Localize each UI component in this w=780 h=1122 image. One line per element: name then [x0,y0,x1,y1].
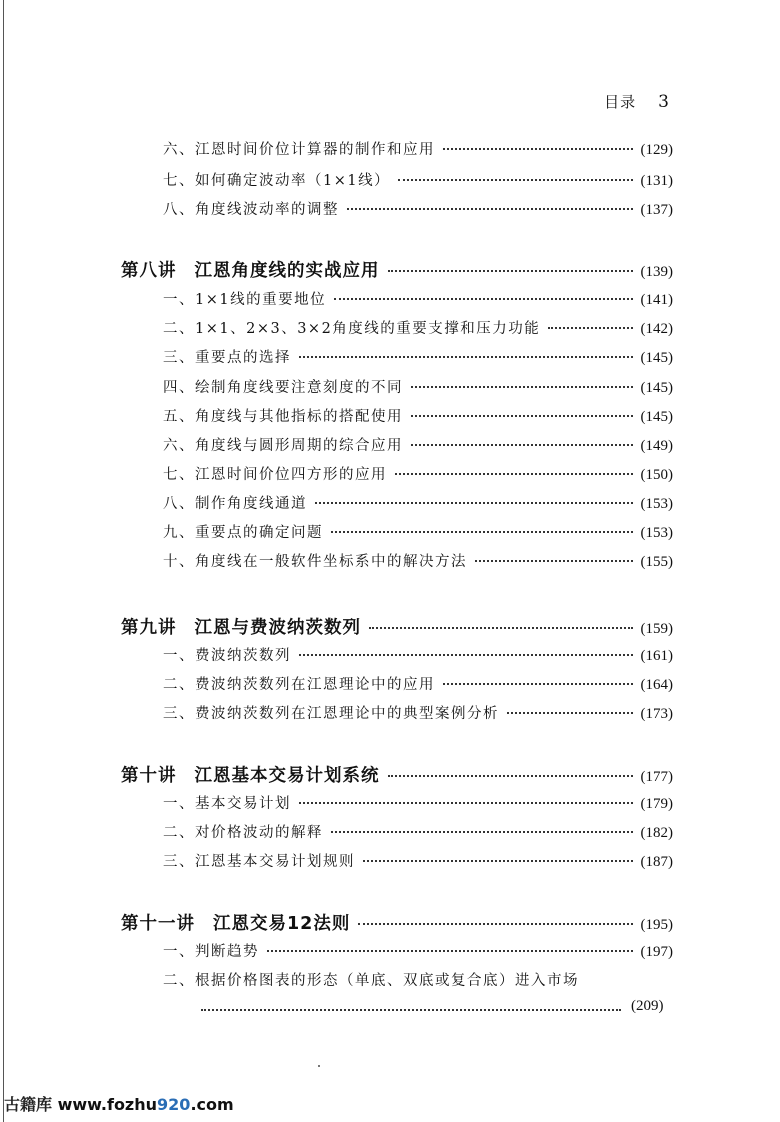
toc-title: 江恩角度线的实战应用 [194,261,380,281]
toc-page-number: (150) [640,467,673,483]
toc-entry-row[interactable] [163,405,673,426]
toc-entry-row[interactable] [163,138,673,159]
toc-title: 判断趋势 [195,944,259,960]
toc-page-number: (177) [640,769,673,785]
dot-leader [363,860,633,862]
toc-entry-row[interactable] [163,550,673,571]
continuation-leader [201,1009,621,1011]
watermark-footer [4,1092,234,1115]
toc-page-number: (145) [640,350,673,366]
toc-title: 江恩与费波纳茨数列 [194,618,361,638]
toc-entry-row[interactable] [163,198,673,219]
toc-title: 基本交易计划 [195,796,291,812]
dot-leader [315,502,633,504]
toc-page-number: (164) [640,677,673,693]
toc-entry-row[interactable] [163,940,673,961]
dot-leader [475,560,633,562]
toc-chapter-row[interactable] [121,614,673,639]
toc-title: 根据价格图表的形态（单底、双底或复合底）进入市场 [195,973,579,989]
toc-entry-row[interactable] [163,492,673,513]
toc-number: 九、 [163,525,195,541]
toc-number: 第八讲 [121,261,177,281]
toc-title: 制作角度线通道 [195,496,307,512]
toc-number: 三、 [163,706,195,722]
toc-chapter-row[interactable] [121,257,673,282]
watermark-domain: .com [190,1095,234,1114]
toc-title: 角度线与其他指标的搭配使用 [195,409,403,425]
toc-page-number: (195) [640,917,673,933]
dot-leader [388,270,633,272]
toc-title: 费波纳茨数列 [195,648,291,664]
dot-leader [369,627,633,629]
toc-number: 七、 [163,173,195,189]
scan-speck [318,1065,320,1067]
toc-number: 八、 [163,202,195,218]
toc-entry-row[interactable] [163,702,673,723]
dot-leader [299,802,633,804]
toc-page-number: (145) [640,380,673,396]
dot-leader [267,950,633,952]
header-section: 目录 [604,93,637,111]
toc-page-number: (141) [640,292,673,308]
toc-number: 五、 [163,409,195,425]
dot-leader [358,923,632,925]
toc-entry-row[interactable] [163,644,673,665]
toc-title: 绘制角度线要注意刻度的不同 [195,380,403,396]
toc-title: 重要点的确定问题 [195,525,323,541]
watermark-accent: 920 [157,1095,191,1114]
toc-page-number: (179) [640,796,673,812]
toc-chapter-row[interactable] [121,762,673,787]
toc-title: 角度线波动率的调整 [195,202,339,218]
toc-title: 角度线与圆形周期的综合应用 [195,438,403,454]
toc-number: 三、 [163,350,195,366]
toc-page-number: (139) [640,264,673,280]
toc-entry-row[interactable] [163,169,673,190]
toc-title: 费波纳茨数列在江恩理论中的应用 [195,677,435,693]
toc-number: 七、 [163,467,195,483]
toc-entry-row[interactable] [163,463,673,484]
toc-title: 如何确定波动率（1×1线） [195,173,391,189]
dot-leader [398,179,632,181]
toc-page-number: (149) [640,438,673,454]
page-left-edge [3,0,4,1122]
dot-leader [411,415,633,417]
toc-page-number: (161) [640,648,673,664]
toc-number: 二、 [163,973,195,989]
toc-title: 1×1线的重要地位 [195,292,327,308]
toc-entry-row[interactable] [163,821,673,842]
toc-page-number: (142) [640,321,673,337]
dot-leader [507,712,633,714]
toc-entry-row[interactable] [163,434,673,455]
toc-title: 江恩交易12法则 [213,914,351,934]
dot-leader [548,327,632,329]
toc-number: 一、 [163,796,195,812]
header-page-number: 3 [658,92,670,112]
toc-number: 四、 [163,380,195,396]
toc-number: 二、 [163,677,195,693]
toc-title: 对价格波动的解释 [195,825,323,841]
toc-page-number: (155) [640,554,673,570]
toc-title: 1×1、2×3、3×2角度线的重要支撑和压力功能 [195,321,541,337]
toc-title: 江恩时间价位四方形的应用 [195,467,387,483]
toc-number: 第十讲 [121,766,177,786]
toc-title: 重要点的选择 [195,350,291,366]
toc-entry-row[interactable] [163,288,673,309]
toc-page-number: (159) [640,621,673,637]
toc-page-number: (153) [640,496,673,512]
dot-leader [331,831,633,833]
toc-number: 六、 [163,438,195,454]
running-header [604,91,670,112]
toc-number: 一、 [163,648,195,664]
toc-number: 第九讲 [121,618,177,638]
toc-entry-row[interactable] [163,376,673,397]
dot-leader [388,775,633,777]
dot-leader [334,298,632,300]
toc-number: 一、 [163,292,195,308]
toc-chapter-row[interactable] [121,910,673,935]
toc-number: 三、 [163,854,195,870]
dot-leader [299,654,633,656]
toc-title: 江恩时间价位计算器的制作和应用 [195,142,435,158]
toc-page-number: (137) [640,202,673,218]
toc-entry-row[interactable] [163,850,673,871]
toc-page-number: (182) [640,825,673,841]
toc-entry-row[interactable] [163,969,673,990]
toc-title: 角度线在一般软件坐标系中的解决方法 [195,554,467,570]
toc-entry-row[interactable] [163,521,673,542]
dot-leader [411,444,633,446]
toc-page-number: (173) [640,706,673,722]
dot-leader [411,386,633,388]
toc-entry-row[interactable] [163,792,673,813]
toc-title: 江恩基本交易计划规则 [195,854,355,870]
toc-number: 二、 [163,321,195,337]
toc-number: 二、 [163,825,195,841]
toc-entry-row[interactable] [163,346,673,367]
dot-leader [299,356,633,358]
toc-number: 一、 [163,944,195,960]
toc-title: 江恩基本交易计划系统 [194,766,380,786]
watermark-site: www.fozhu [57,1095,158,1114]
toc-entry-row[interactable] [163,317,673,338]
dot-leader [331,531,633,533]
toc-page-number: (197) [640,944,673,960]
dot-leader [443,683,633,685]
dot-leader [395,473,633,475]
dot-leader [443,148,633,150]
dot-leader [347,208,633,210]
toc-page-number: (153) [640,525,673,541]
toc-entry-row[interactable] [163,673,673,694]
continuation-page-number: (209) [631,998,664,1014]
watermark-prefix: 古籍库 [4,1095,58,1114]
toc-number: 八、 [163,496,195,512]
toc-page-number: (187) [640,854,673,870]
toc-page-number: (131) [640,173,673,189]
toc-number: 六、 [163,142,195,158]
toc-page-number: (129) [640,142,673,158]
toc-number: 十、 [163,554,195,570]
toc-page-number: (145) [640,409,673,425]
toc-number: 第十一讲 [121,914,195,934]
toc-title: 费波纳茨数列在江恩理论中的典型案例分析 [195,706,499,722]
